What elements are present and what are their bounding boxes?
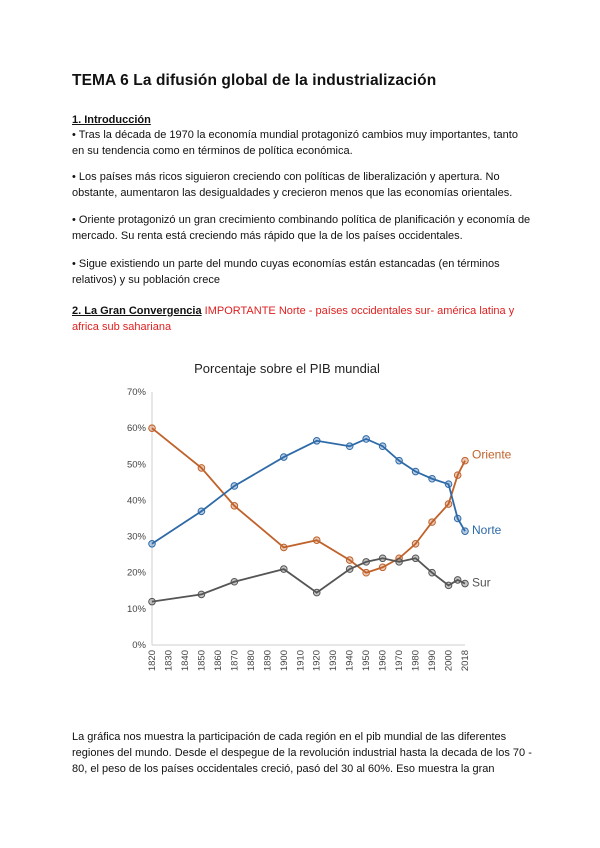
data-point-norte xyxy=(445,481,452,488)
data-point-sur xyxy=(363,559,370,566)
data-point-norte xyxy=(231,483,238,490)
data-point-norte xyxy=(462,528,469,535)
x-tick-label: 1840 xyxy=(179,650,191,672)
x-tick-label: 1900 xyxy=(278,650,290,672)
data-point-norte xyxy=(149,541,156,548)
x-tick-label: 1820 xyxy=(147,650,158,672)
data-point-sur xyxy=(429,569,436,576)
data-point-sur xyxy=(313,589,320,596)
data-point-norte xyxy=(313,437,320,444)
x-tick-label: 1870 xyxy=(229,650,241,672)
data-point-oriente xyxy=(412,541,419,548)
series-label-norte: Norte xyxy=(472,523,502,538)
x-tick-label: 1920 xyxy=(311,650,323,672)
data-point-norte xyxy=(280,454,287,461)
data-point-oriente xyxy=(379,564,386,571)
x-tick-label: 1980 xyxy=(410,650,422,672)
data-point-norte xyxy=(396,457,403,464)
x-tick-label: 1910 xyxy=(295,650,307,672)
data-point-norte xyxy=(346,443,353,450)
data-point-oriente xyxy=(149,425,156,432)
chart-title: Porcentaje sobre el PIB mundial xyxy=(194,361,380,376)
data-point-sur xyxy=(454,577,461,584)
y-tick-label: 30% xyxy=(126,531,146,543)
x-tick-label: 1860 xyxy=(212,650,224,672)
bullet-1: • Tras la década de 1970 la economía mundial protagonizó cambios muy importantes, tanto en su tendencia como en términos de política económica. xyxy=(72,129,518,157)
bullet-2: • Los países más ricos siguieron creciendo con políticas de liberalización y apertura. No obstante, aumentaron las desigualdades y crecieron menos que las economías orientales. xyxy=(72,171,513,199)
y-tick-label: 70% xyxy=(126,387,146,398)
data-point-sur xyxy=(412,555,419,562)
pib-chart xyxy=(100,355,540,695)
data-point-sur xyxy=(462,580,469,587)
data-point-norte xyxy=(454,515,461,522)
data-point-sur xyxy=(445,582,452,589)
x-tick-label: 1930 xyxy=(328,650,340,672)
x-tick-label: 1970 xyxy=(394,650,406,672)
x-tick-label: 1960 xyxy=(377,650,389,672)
data-point-oriente xyxy=(346,557,353,564)
x-tick-label: 2018 xyxy=(460,650,471,672)
x-tick-label: 1990 xyxy=(427,650,439,672)
data-point-oriente xyxy=(313,537,320,544)
series-label-sur: Sur xyxy=(472,575,491,590)
y-tick-label: 60% xyxy=(126,423,146,435)
x-tick-label: 1830 xyxy=(163,650,175,672)
series-line-norte xyxy=(152,439,465,544)
data-point-oriente xyxy=(280,544,287,551)
x-tick-label: 1940 xyxy=(344,650,356,672)
data-point-norte xyxy=(379,443,386,450)
data-point-sur xyxy=(198,591,205,598)
data-point-oriente xyxy=(454,472,461,479)
y-tick-label: 50% xyxy=(126,459,146,471)
y-tick-label: 20% xyxy=(126,567,146,579)
y-tick-label: 10% xyxy=(126,603,146,615)
data-point-sur xyxy=(379,555,386,562)
data-point-oriente xyxy=(231,503,238,510)
series-line-oriente xyxy=(152,428,465,573)
x-tick-label: 1950 xyxy=(361,650,373,672)
y-tick-label: 40% xyxy=(126,495,146,507)
section-2 xyxy=(72,303,532,335)
data-point-sur xyxy=(231,578,238,585)
page-title: TEMA 6 La difusión global de la industrialización xyxy=(72,72,437,89)
data-point-norte xyxy=(363,436,370,443)
x-tick-label: 1890 xyxy=(262,650,274,672)
data-point-sur xyxy=(149,598,156,605)
data-point-norte xyxy=(429,475,436,482)
x-tick-label: 1880 xyxy=(245,650,257,672)
data-point-oriente xyxy=(445,501,452,508)
data-point-oriente xyxy=(198,465,205,472)
data-point-sur xyxy=(280,566,287,573)
series-label-oriente: Oriente xyxy=(472,447,512,462)
body-paragraph: La gráfica nos muestra la participación de cada región en el pib mundial de las diferentes regiones del mundo. Desde el despegue de la revolución industrial hasta la decada de los 70 - 80, el peso de los países occidentales creció, pasó del 30 al 60%. Eso muestra la gran xyxy=(72,731,532,775)
data-point-oriente xyxy=(429,519,436,526)
data-point-oriente xyxy=(363,569,370,576)
data-point-oriente xyxy=(462,457,469,464)
bullet-3: • Oriente protagonizó un gran crecimiento combinando política de planificación y economía de mercado. Su renta está creciendo más rápido que la de los países occidentales. xyxy=(72,214,531,242)
data-point-sur xyxy=(396,559,403,566)
data-point-norte xyxy=(198,508,205,515)
section-1-heading: 1. Introducción xyxy=(72,114,151,126)
y-tick-label: 0% xyxy=(132,640,146,651)
data-point-sur xyxy=(346,566,353,573)
section-2-heading: 2. La Gran Convergencia xyxy=(72,305,202,317)
x-tick-label: 2000 xyxy=(443,650,455,672)
data-point-norte xyxy=(412,468,419,475)
bullet-4: • Sigue existiendo un parte del mundo cuyas economías están estancadas (en términos relativos) y su población crece xyxy=(72,258,500,286)
section-2-note: IMPORTANTE Norte - países occidentales sur- américa latina y africa sub sahariana xyxy=(72,305,515,333)
x-tick-label: 1850 xyxy=(196,650,208,672)
